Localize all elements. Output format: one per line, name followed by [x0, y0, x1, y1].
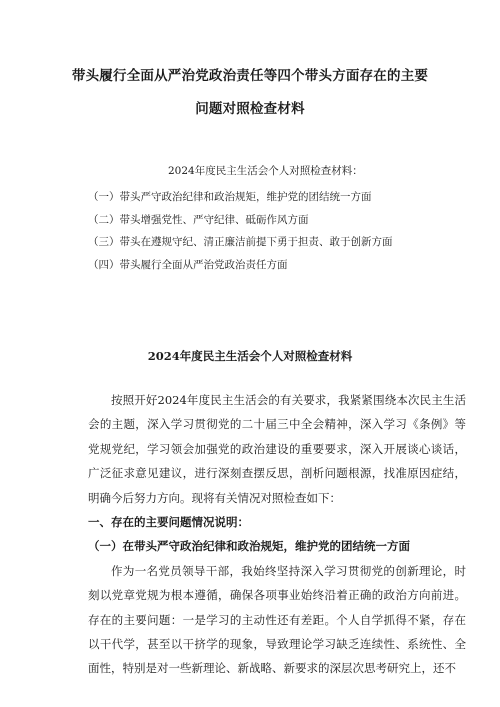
- section-title: 2024年度民主生活会个人对照检查材料: [147, 349, 353, 363]
- toc-item: （二）带头增强党性、严守纪律、砥砺作风方面: [88, 213, 309, 226]
- document-title: [60, 60, 440, 126]
- document-title-line1: 带头履行全面从严治党政治责任等四个带头方面存在的主要: [71, 68, 429, 84]
- table-of-contents: [88, 162, 460, 276]
- document-body: [88, 388, 466, 681]
- toc-item: （四）带头履行全面从严治党政治责任方面: [88, 258, 288, 271]
- toc-item: （一）带头严守政治纪律和政治规矩，维护党的团结统一方面: [88, 191, 372, 203]
- toc-item: （三）带头在遵规守纪、清正廉洁前提下勇于担责、敢于创新方面: [88, 236, 393, 248]
- body-paragraph: 作为一名党员领导干部，我始终坚持深入学习贯彻党的创新理论，时刻以党章党规为根本遵循，确保各项事业始终沿着正确的政治方向前进。存在的主要问题：一是学习的主动性还有差距。个人自学抓得不紧，存在以干代学，甚至以干挤学的现象，导致理论学习缺乏连续性、系统性、全面性，特别是对一些新理论、新战略、新要求的深层次思考研究上，还不: [88, 563, 466, 676]
- heading-level2: （一）在带头严守政治纪律和政治规矩，维护党的团结统一方面: [88, 539, 410, 554]
- heading-level1: 一、存在的主要问题情况说明：: [88, 515, 249, 530]
- document-title-line2: 问题对照检查材料: [195, 101, 305, 117]
- intro-paragraph: 按照开好2024年度民主生活会的有关要求，我紧紧围绕本次民主生活会的主题，深入学习贯彻党的二十届三中全会精神，深入学习《条例》等党规党纪，学习领会加强党的政治建设的重要要求，深入开展谈心谈话，广泛征求意见建议，进行深刻查摆反思，剖析问题根源，找准原因症结，明确今后努力方向。现将有关情况对照检查如下：: [88, 393, 466, 505]
- toc-heading: 2024年度民主生活会个人对照检查材料：: [168, 165, 363, 177]
